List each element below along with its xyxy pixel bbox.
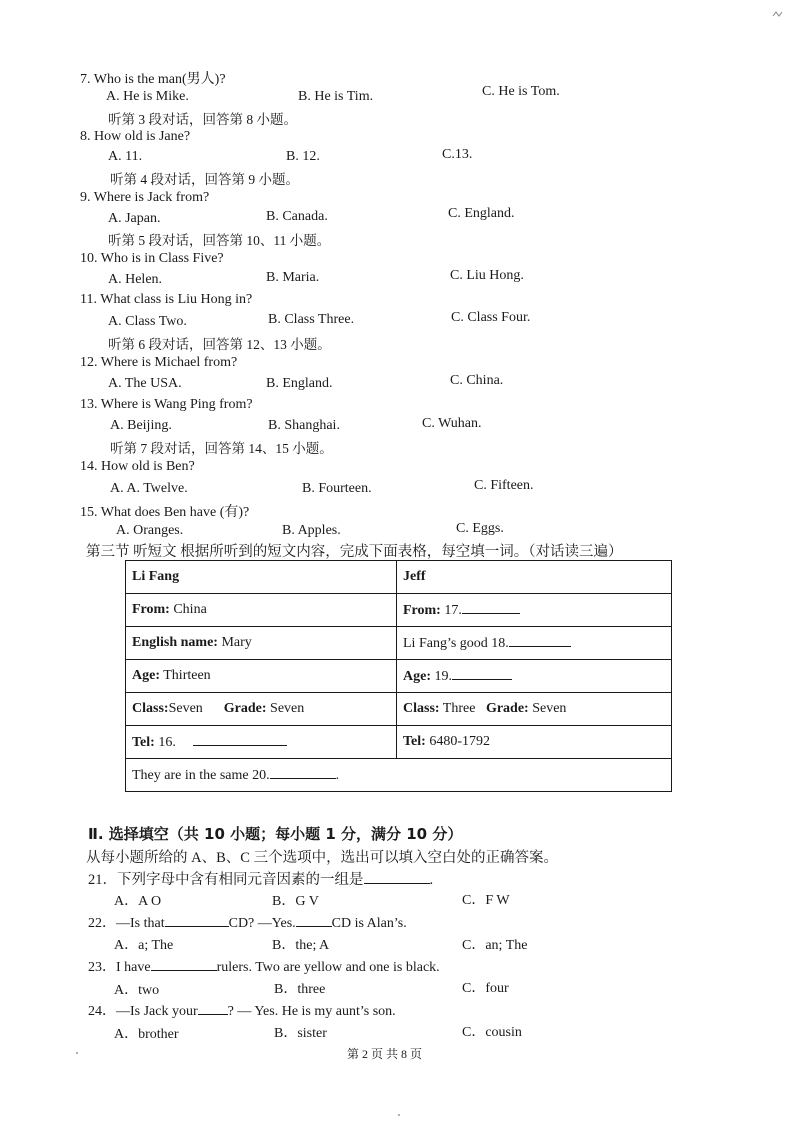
blank-20-text: They are in the same 20. — [132, 768, 270, 783]
q10-option-a: A. Helen. — [108, 272, 163, 287]
cell-li-fang-tel — [126, 726, 397, 759]
cell-same: They are in the same 20. . — [126, 759, 672, 792]
cell-english-name — [126, 627, 397, 660]
question-7: 7. Who is the man(男人)? — [80, 72, 226, 87]
q9-option-b: B. Canada. — [266, 209, 328, 224]
q14-option-a: A. A. Twelve. — [110, 481, 188, 496]
section-3-title: 第三节 听短文 根据所听到的短文内容，完成下面表格，每空填一词。（对话读三遍） — [86, 544, 623, 560]
class-value: Three — [439, 701, 476, 716]
cell-jeff-tel — [397, 726, 672, 759]
q11-option-b: B. Class Three. — [268, 312, 355, 327]
page-number: 第 2 页 共 8 页 — [347, 1047, 423, 1061]
q8-option-b: B. 12. — [286, 149, 320, 164]
table-row — [126, 561, 672, 594]
scan-speck — [398, 1114, 400, 1116]
question-24 — [88, 1000, 396, 1020]
grade-label: Grade: — [223, 701, 267, 716]
q23-option-c: C．four — [462, 981, 509, 996]
q13-option-b: B. Shanghai. — [268, 418, 340, 433]
part-2-title: Ⅱ. 选择填空（共 10 小题；每小题 1 分，满分 10 分） — [88, 825, 463, 843]
question-21 — [88, 868, 433, 889]
blank-18-text: Li Fang’s good 18. — [403, 636, 509, 651]
english-name-label: English name: — [132, 635, 218, 650]
q24-option-c: C．cousin — [462, 1025, 522, 1040]
q24-stem-start: 24．—Is Jack your — [88, 1004, 198, 1019]
table-row — [126, 726, 672, 759]
q21-option-a: A．A O — [114, 894, 162, 909]
q23-option-a: A．two — [114, 983, 160, 998]
q7-option-b: B. He is Tim. — [298, 89, 374, 104]
q22-stem-start: 22．—Is that — [88, 916, 165, 931]
jeff-label: Jeff — [403, 569, 426, 584]
question-22 — [88, 912, 407, 932]
tel-label: Tel: — [403, 734, 426, 749]
q7-option-c: C. He is Tom. — [482, 84, 560, 99]
question-15: 15. What does Ben have (有)? — [80, 505, 250, 520]
q8-option-a: A. 11. — [108, 149, 143, 164]
q21-stem: 21．下列字母中含有相同元音因素的一组是 — [88, 872, 364, 888]
blank-17-number: 17. — [440, 603, 462, 618]
question-23 — [88, 956, 440, 976]
question-14: 14. How old is Ben? — [80, 459, 195, 474]
answer-blank-20[interactable] — [270, 766, 336, 779]
q15-option-b: B. Apples. — [282, 523, 341, 538]
q22-stem-end: CD is Alan’s. — [331, 916, 407, 931]
answer-blank-22b[interactable] — [296, 914, 332, 927]
q23-option-b: B．three — [274, 982, 326, 997]
q22-option-a: A．a; The — [114, 938, 174, 953]
cell-jeff-from — [397, 594, 672, 627]
corner-scan-mark — [772, 4, 784, 10]
q13-option-a: A. Beijing. — [110, 418, 172, 433]
question-11: 11. What class is Liu Hong in? — [80, 292, 253, 307]
instruction-dialogue-7: 听第 7 段对话，回答第 14、15 小题。 — [110, 441, 333, 456]
cell-jeff — [397, 561, 672, 594]
part-2-instruction: 从每小题所给的 A、B、C 三个选项中，选出可以填入空白处的正确答案。 — [86, 850, 559, 866]
grade-value: Seven — [528, 701, 567, 716]
cell-li-fang — [126, 561, 397, 594]
table-row — [126, 693, 672, 726]
from-label: From: — [132, 602, 170, 617]
q12-option-b: B. England. — [266, 376, 333, 391]
q9-option-a: A. Japan. — [108, 211, 161, 226]
li-fang-label: Li Fang — [132, 569, 180, 584]
question-8: 8. How old is Jane? — [80, 129, 191, 144]
table-row — [126, 627, 672, 660]
age-label: Age: — [403, 669, 431, 684]
instruction-dialogue-3: 听第 3 段对话，回答第 8 小题。 — [108, 112, 297, 127]
class-label: Class: — [403, 701, 440, 716]
answer-blank-22a[interactable] — [165, 914, 229, 927]
english-name-value: Mary — [217, 635, 252, 650]
tel-value: 6480-1792 — [425, 734, 490, 749]
q11-option-a: A. Class Two. — [108, 314, 187, 329]
q11-option-c: C. Class Four. — [451, 310, 531, 325]
q22-option-c: C．an; The — [462, 938, 528, 953]
cell-jeff-class — [397, 693, 672, 726]
cell-li-fang-class — [126, 693, 397, 726]
table-row — [126, 594, 672, 627]
q14-option-b: B. Fourteen. — [302, 481, 372, 496]
q21-option-c: C．F W — [462, 893, 510, 908]
answer-blank-19[interactable] — [452, 667, 512, 680]
q22-option-b: B．the; A — [272, 938, 330, 953]
cell-li-fang-from — [126, 594, 397, 627]
blank-16-number: 16. — [154, 735, 176, 750]
q13-option-c: C. Wuhan. — [422, 416, 482, 431]
answer-blank-17[interactable] — [462, 601, 520, 614]
grade-label: Grade: — [485, 701, 529, 716]
instruction-dialogue-5: 听第 5 段对话，回答第 10、11 小题。 — [108, 233, 331, 248]
from-value: China — [169, 602, 207, 617]
info-table — [125, 560, 672, 792]
answer-blank-23[interactable] — [151, 958, 217, 971]
q15-option-c: C. Eggs. — [456, 521, 504, 536]
answer-blank-16[interactable] — [193, 733, 287, 746]
q9-option-c: C. England. — [448, 206, 515, 221]
q7-option-a: A. He is Mike. — [106, 89, 189, 104]
q14-option-c: C. Fifteen. — [474, 478, 534, 493]
q22-stem-middle: CD? —Yes. — [228, 916, 296, 931]
q10-option-c: C. Liu Hong. — [450, 268, 524, 283]
answer-blank-24[interactable] — [198, 1002, 228, 1015]
question-9: 9. Where is Jack from? — [80, 190, 210, 205]
q8-option-c: C.13. — [442, 147, 473, 162]
q10-option-b: B. Maria. — [266, 270, 320, 285]
cell-jeff-age — [397, 660, 672, 693]
tel-label: Tel: — [132, 735, 155, 750]
q24-stem-end: ? — Yes. He is my aunt’s son. — [227, 1004, 396, 1019]
q24-option-a: A．brother — [114, 1027, 179, 1042]
q15-option-a: A. Oranges. — [116, 523, 184, 538]
question-12: 12. Where is Michael from? — [80, 355, 238, 370]
from-label: From: — [403, 603, 441, 618]
age-value: Thirteen — [160, 668, 211, 683]
class-label: Class: — [132, 701, 169, 716]
answer-blank-18[interactable] — [509, 634, 571, 647]
q21-option-b: B．G V — [272, 894, 319, 909]
class-value: Seven — [168, 701, 203, 716]
table-row — [126, 759, 672, 792]
instruction-dialogue-6: 听第 6 段对话，回答第 12、13 小题。 — [108, 337, 331, 352]
answer-blank-21[interactable] — [364, 871, 430, 884]
q12-option-a: A. The USA. — [108, 376, 182, 391]
question-13: 13. Where is Wang Ping from? — [80, 397, 253, 412]
cell-li-fang-age — [126, 660, 397, 693]
q23-stem-end: rulers. Two are yellow and one is black. — [216, 960, 440, 975]
q23-stem-start: 23．I have — [88, 960, 151, 975]
age-label: Age: — [132, 668, 160, 683]
cell-relationship — [397, 627, 672, 660]
q12-option-c: C. China. — [450, 373, 504, 388]
grade-value: Seven — [266, 701, 305, 716]
question-10: 10. Who is in Class Five? — [80, 251, 224, 266]
blank-19-number: 19. — [431, 669, 452, 684]
instruction-dialogue-4: 听第 4 段对话，回答第 9 小题。 — [110, 172, 299, 187]
table-row — [126, 660, 672, 693]
q21-end: . — [429, 872, 434, 888]
q24-option-b: B．sister — [274, 1026, 327, 1041]
scan-speck — [76, 1052, 78, 1054]
